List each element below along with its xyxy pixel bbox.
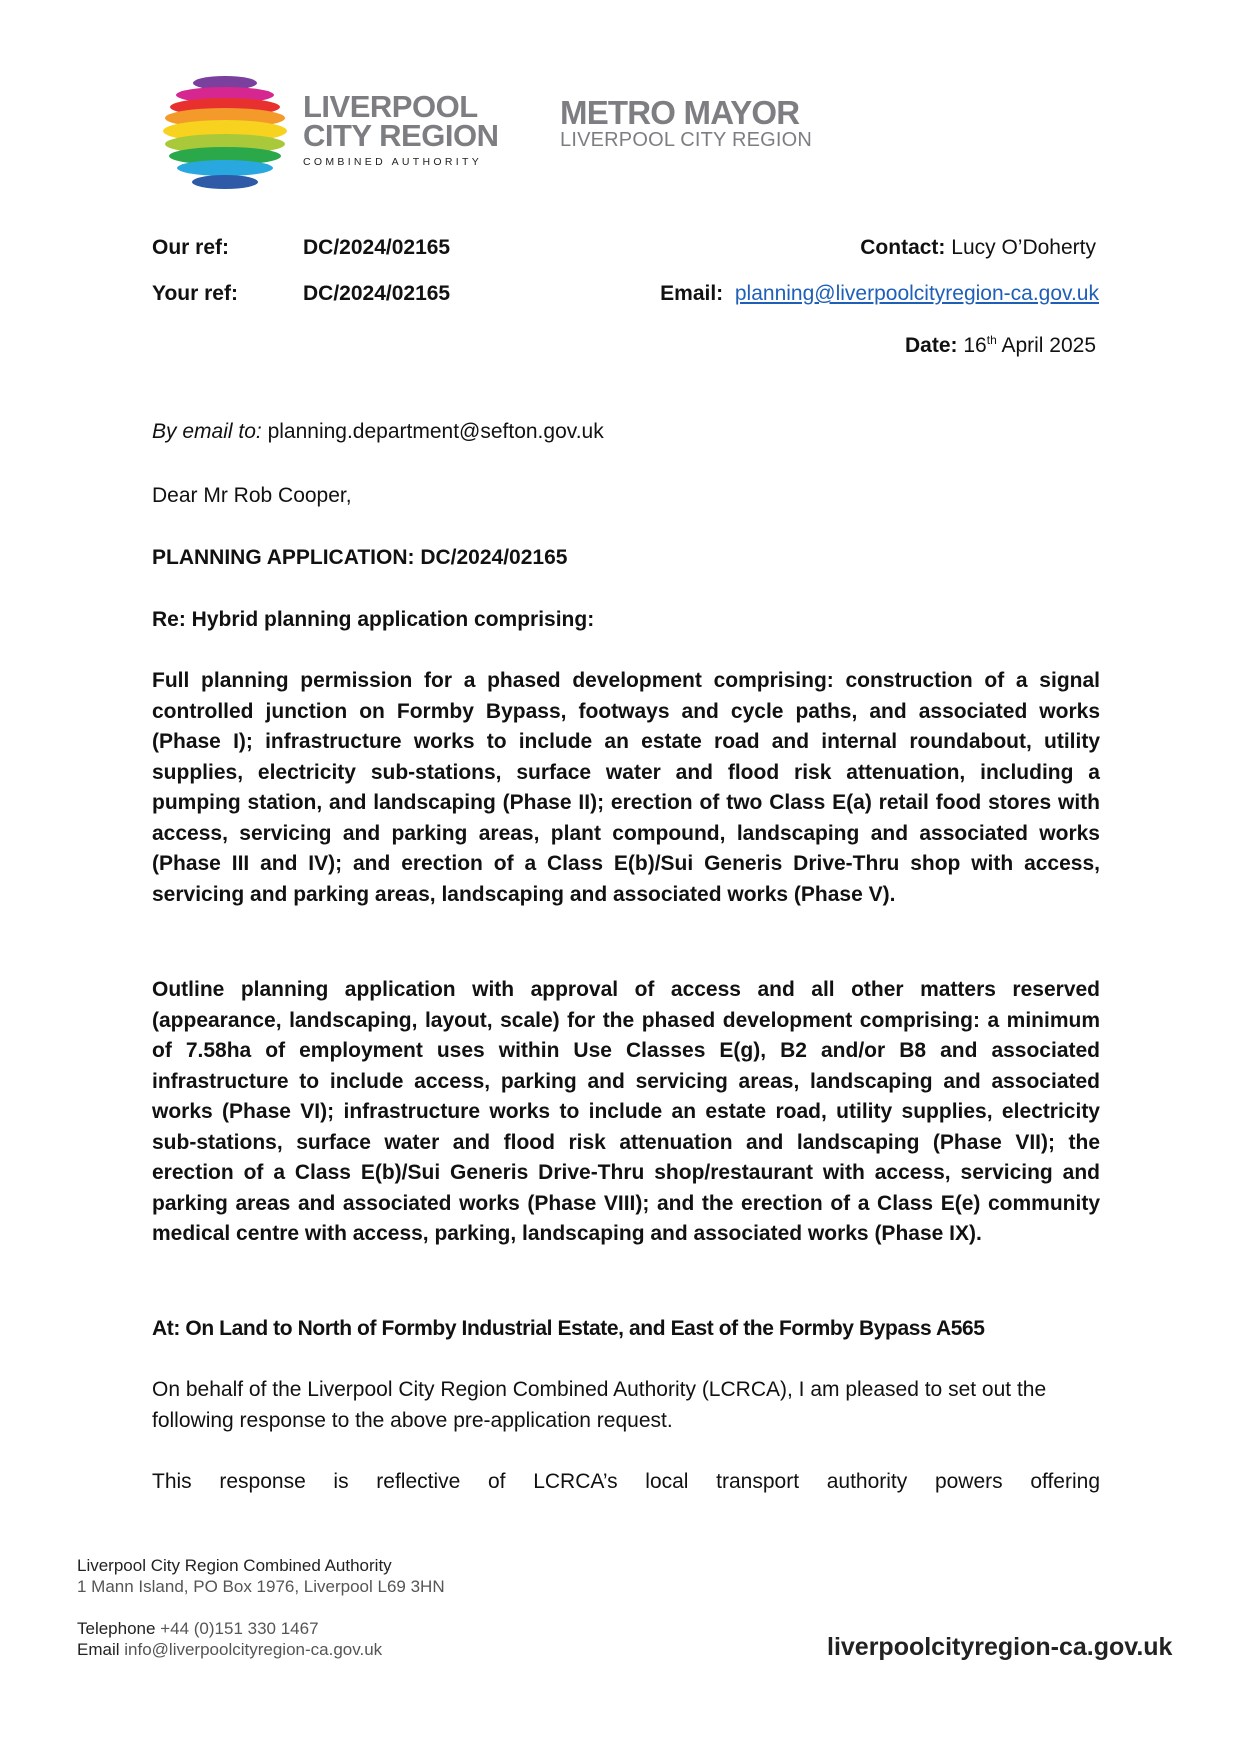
outline-permission-text: Outline planning application with approval of access and all other matters reserved (appearance, landscaping, layout, scale) for the phased development comprising: a minimum of 7.58ha of employment uses within Use Classes E(g), B2 and/or B8 and associated infrastructure to include access, parking and servicing areas, landscaping and associated works (Phase VI); infrastructure works to include an estate road, utility supplies, electricity sub-stations, surface water and flood risk attenuation and landscaping (Phase VII); the erection of a Class E(b)/Sui Generis Drive-Thru shop/restaurant with access, servicing and parking areas and associated works (Phase VIII); and the erection of a Class E(e) community medical centre with access, parking, landscaping and associated works (Phase IX). [152,978,1100,1245]
date-day: 16 [963,334,987,357]
salutation [152,481,1100,512]
lcr-logo-line3: COMBINED AUTHORITY [303,156,482,168]
your-ref-label: Your ref: [152,282,238,305]
your-ref-value: DC/2024/02165 [303,282,451,305]
footer-address: 1 Mann Island, PO Box 1976, Liverpool L69 3HN [77,1577,445,1596]
lcr-logo-icon [163,74,288,192]
metro-mayor-logo [560,94,813,151]
footer-email-value[interactable]: info@liverpoolcityregion-ca.gov.uk [124,1640,383,1659]
footer-telephone-value: +44 (0)151 330 1467 [160,1619,319,1638]
paragraph-2-text: This response is reflective of LCRCA’s local transport authority powers offering [152,1470,1100,1493]
date-suffix: th [986,333,997,347]
email-line [660,282,1099,306]
contact-value: Lucy O’Doherty [951,236,1096,259]
date-line [905,328,1096,358]
full-permission-text: Full planning permission for a phased development comprising: construction of a signal controlled junction on Formby Bypass, footways and cycle paths, and associated works (Phase I); infrastructure works to include an estate road and internal roundabout, utility supplies, electricity sub-stations, surface water and flood risk attenuation, including a pumping station, and landscaping (Phase II); erection of two Class E(a) retail food stores with access, servicing and parking areas, plant compound, landscaping and associated works (Phase III and IV); and erection of a Class E(b)/Sui Generis Drive-Thru shop with access, servicing and parking areas, landscaping and associated works (Phase V). [152,669,1100,906]
lcr-logo-line2: CITY REGION [303,118,499,153]
our-ref-label: Our ref: [152,236,230,259]
paragraph-1-text: On behalf of the Liverpool City Region Combined Authority (LCRCA), I am pleased to set out the following response to the above pre-application request. [152,1378,1047,1432]
logo-stripe [177,160,273,176]
lcr-logo-line1: LIVERPOOL [303,89,478,124]
by-email-address: planning.department@sefton.gov.uk [267,420,604,443]
striped-globe-icon [163,74,288,192]
paragraph-1 [152,1375,1100,1436]
footer-address-block [77,1555,445,1660]
metro-mayor-line1: METRO MAYOR [560,94,800,131]
by-email-label: By email to: [152,420,262,443]
our-ref-value: DC/2024/02165 [303,236,451,259]
full-permission-description [152,666,1100,910]
footer-spacer [77,1597,445,1618]
footer-email [77,1639,445,1660]
date-label: Date: [905,334,958,357]
contact-line [860,236,1096,260]
location-line [152,1314,1100,1345]
footer-telephone [77,1618,445,1639]
application-heading [152,543,1100,574]
re-heading [152,605,1100,636]
footer-website[interactable]: liverpoolcityregion-ca.gov.uk [827,1633,1173,1661]
re-heading-text: Re: Hybrid planning application comprising: [152,608,595,631]
application-heading-text: PLANNING APPLICATION: DC/2024/02165 [152,546,568,569]
lcr-logo-text [303,89,499,168]
footer-org-name: Liverpool City Region Combined Authority [77,1556,392,1575]
location-text: At: On Land to North of Formby Industrial Estate, and East of the Formby Bypass A565 [152,1317,985,1340]
date-rest: April 2025 [1001,334,1096,357]
contact-label: Contact: [860,236,946,259]
logo-stripe [192,175,258,189]
outline-permission-description [152,975,1100,1250]
footer-email-label: Email [77,1640,120,1659]
by-email-line [152,417,1100,448]
email-label: Email: [660,282,724,305]
metro-mayor-line2: LIVERPOOL CITY REGION [560,129,813,151]
footer-telephone-label: Telephone [77,1619,156,1638]
salutation-text: Dear Mr Rob Cooper, [152,484,352,507]
paragraph-2 [152,1467,1100,1498]
email-link[interactable]: planning@liverpoolcityregion-ca.gov.uk [734,282,1099,305]
